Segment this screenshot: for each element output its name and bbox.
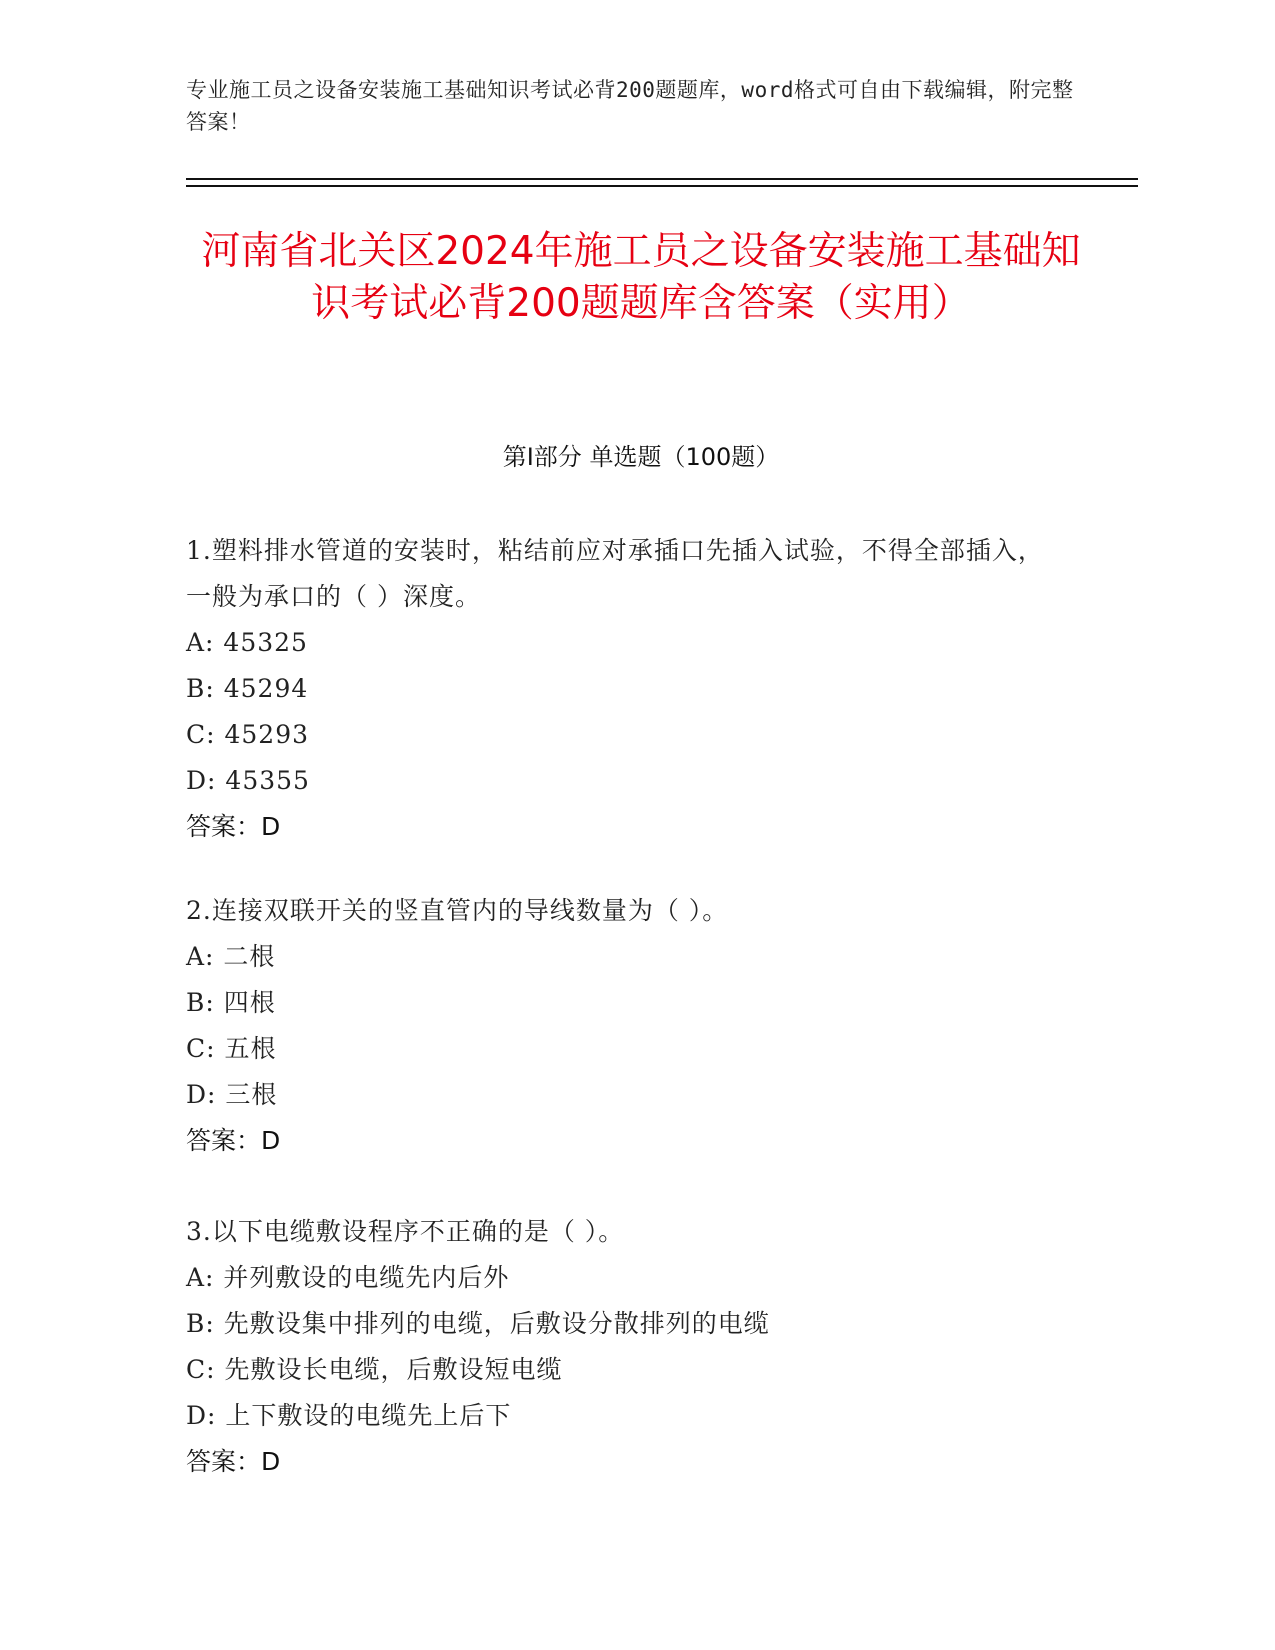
option-c: C: 先敷设长电缆，后敷设短电缆 <box>186 1355 563 1384</box>
answer: 答案：D <box>186 1447 281 1476</box>
document-title: 河南省北关区2024年施工员之设备安装施工基础知识考试必背200题题库含答案（实用） <box>201 229 1081 326</box>
header-note: 专业施工员之设备安装施工基础知识考试必背200题题库，word格式可自由下载编辑，附完整答案！ <box>186 78 1074 134</box>
option-c: C: 五根 <box>186 1034 277 1063</box>
option-a: A: 45325 <box>186 628 308 657</box>
answer: 答案：D <box>186 812 281 841</box>
question-stem: 2.连接双联开关的竖直管内的导线数量为（ ）。 <box>186 896 729 925</box>
option-d: D: 三根 <box>186 1080 278 1109</box>
answer: 答案：D <box>186 1126 281 1155</box>
option-c: C: 45293 <box>186 720 310 749</box>
question-2 <box>186 888 1066 1164</box>
question-1 <box>186 528 1066 850</box>
option-d: D: 45355 <box>186 766 310 795</box>
option-a: A: 并列敷设的电缆先内后外 <box>186 1263 510 1292</box>
header-divider-bottom <box>186 185 1138 187</box>
section-title: 第I部分 单选题（100题） <box>502 443 780 471</box>
question-3 <box>186 1209 1066 1485</box>
question-stem: 3.以下电缆敷设程序不正确的是（ ）。 <box>186 1217 625 1246</box>
option-b: B: 四根 <box>186 988 276 1017</box>
option-b: B: 45294 <box>186 674 309 703</box>
question-stem: 1.塑料排水管道的安装时，粘结前应对承插口先插入试验，不得全部插入，一般为承口的（ ）深度。 <box>186 536 1044 611</box>
option-a: A: 二根 <box>186 942 276 971</box>
option-d: D: 上下敷设的电缆先上后下 <box>186 1401 512 1430</box>
header-divider-top <box>186 178 1138 180</box>
option-b: B: 先敷设集中排列的电缆，后敷设分散排列的电缆 <box>186 1309 770 1338</box>
